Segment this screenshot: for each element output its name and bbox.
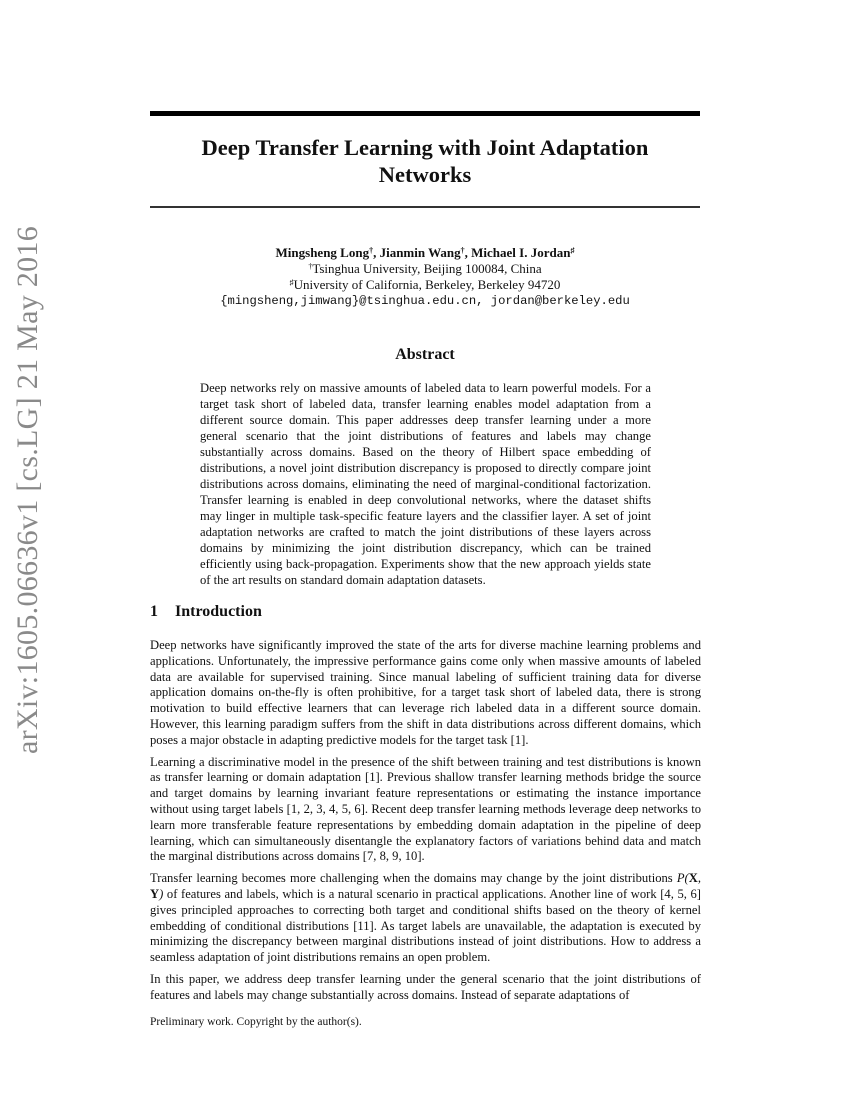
affiliation-line bbox=[150, 277, 700, 293]
title-top-rule bbox=[150, 111, 700, 116]
title-line-2: Networks bbox=[378, 162, 472, 187]
affiliation-text: Tsinghua University, Beijing 100084, China bbox=[312, 261, 542, 276]
affiliation-mark: † bbox=[308, 262, 313, 271]
affiliation-mark: ♯ bbox=[289, 278, 294, 287]
paragraph bbox=[150, 871, 701, 966]
paragraph-text: of features and labels, which is a natural scenario in practical applications. Another line of work [4, 5, 6] gives principled approaches to correcting both target and conditional shifts based on the theory of kernel embedding of conditional distributions [11]. As target labels are unavailable, the adaptation is executed by minimizing the discrepancy between marginal distributions instead of joint distributions. How to address a seamless adaptation of joint distributions remains an open problem. bbox=[150, 886, 701, 965]
affiliation-mark: † bbox=[460, 246, 465, 255]
abstract-text: Deep networks rely on massive amounts of labeled data to learn powerful models. For a target task short of labeled data, transfer learning enables model adaptation from a different source domain. This paper addresses deep transfer learning under a more general scenario that the joint distributions of features and labels may change substantially across domains. Based on the theory of Hilbert space embedding of distributions, a novel joint distribution discrepancy is proposed to directly compare joint distributions across domains, eliminating the need of marginal-conditional factorization. Transfer learning is enabled in deep convolutional networks, where the dataset shifts may linger in multiple task-specific feature layers and the classifier layer. A set of joint adaptation networks are crafted to match the joint distributions of these layers across domains by minimizing the joint distribution discrepancy, which can be trained efficiently using back-propagation. Experiments show that the new approach yields state of the art results on standard domain adaptation datasets. bbox=[200, 381, 651, 587]
footnote: Preliminary work. Copyright by the author(s). bbox=[150, 1016, 362, 1028]
arxiv-identifier-stamp: arXiv:1605.06636v1 [cs.LG] 21 May 2016 bbox=[11, 226, 44, 754]
paragraph: Learning a discriminative model in the presence of the shift between training and test distributions is known as transfer learning or domain adaptation [1]. Previous shallow transfer learning methods bridge the source and target domains by learning invariant feature representations or estimating the instance importance without using target labels [1, 2, 3, 4, 5, 6]. Recent deep transfer learning methods leverage deep networks to learn more transferable feature representations by embedding domain adaptation in the pipeline of deep learning, which can simultaneously disentangle the explanatory factors of variations behind data and match the marginal distributions across domains [7, 8, 9, 10]. bbox=[150, 754, 701, 864]
section-title: Introduction bbox=[175, 603, 262, 620]
title-line-1: Deep Transfer Learning with Joint Adaptation bbox=[201, 135, 649, 160]
abstract-heading: Abstract bbox=[395, 346, 455, 363]
paragraph-text: Transfer learning becomes more challenging when the domains may change by the joint distributions bbox=[150, 871, 677, 886]
affiliation-text: University of California, Berkeley, Berkeley 94720 bbox=[293, 277, 561, 292]
joint-distribution-formula: P(X, Y) bbox=[150, 871, 701, 901]
affiliation-mark: ♯ bbox=[570, 246, 575, 255]
paragraph: Deep networks have significantly improved the state of the arts for diverse machine learning problems and applications. Unfortunately, the impressive performance gains come only when massive amounts of labeled data are available for supervised training. Since manual labeling of sufficient training data for diverse application domains on-the-fly is often prohibitive, for a target task short of labeled data, there is strong motivation to build effective learners that can leverage rich labeled data in a different source domain. However, this learning paradigm suffers from the shift in data distributions across different domains, which poses a major obstacle in adapting predictive models for the target task [1]. bbox=[150, 638, 701, 747]
author-name: Jianmin Wang bbox=[379, 245, 461, 260]
author-emails: {mingsheng,jimwang}@tsinghua.edu.cn, jordan@berkeley.edu bbox=[220, 294, 630, 308]
affiliation-line bbox=[150, 261, 700, 277]
section-number: 1 bbox=[150, 603, 158, 620]
section-heading-introduction bbox=[150, 603, 262, 621]
author-name: Mingsheng Long bbox=[275, 245, 370, 260]
title-bottom-rule bbox=[150, 206, 700, 208]
author-names: Mingsheng Long†, Jianmin Wang†, Michael I. Jordan♯ bbox=[275, 245, 575, 260]
affiliation-mark: † bbox=[369, 246, 374, 255]
author-block bbox=[150, 245, 700, 309]
author-name: Michael I. Jordan bbox=[471, 245, 571, 260]
paper-title bbox=[150, 134, 700, 188]
introduction-body bbox=[150, 638, 701, 1010]
paragraph: In this paper, we address deep transfer learning under the general scenario that the joint distributions of features and labels may change substantially across domains. Instead of separate adaptations of bbox=[150, 971, 701, 1002]
